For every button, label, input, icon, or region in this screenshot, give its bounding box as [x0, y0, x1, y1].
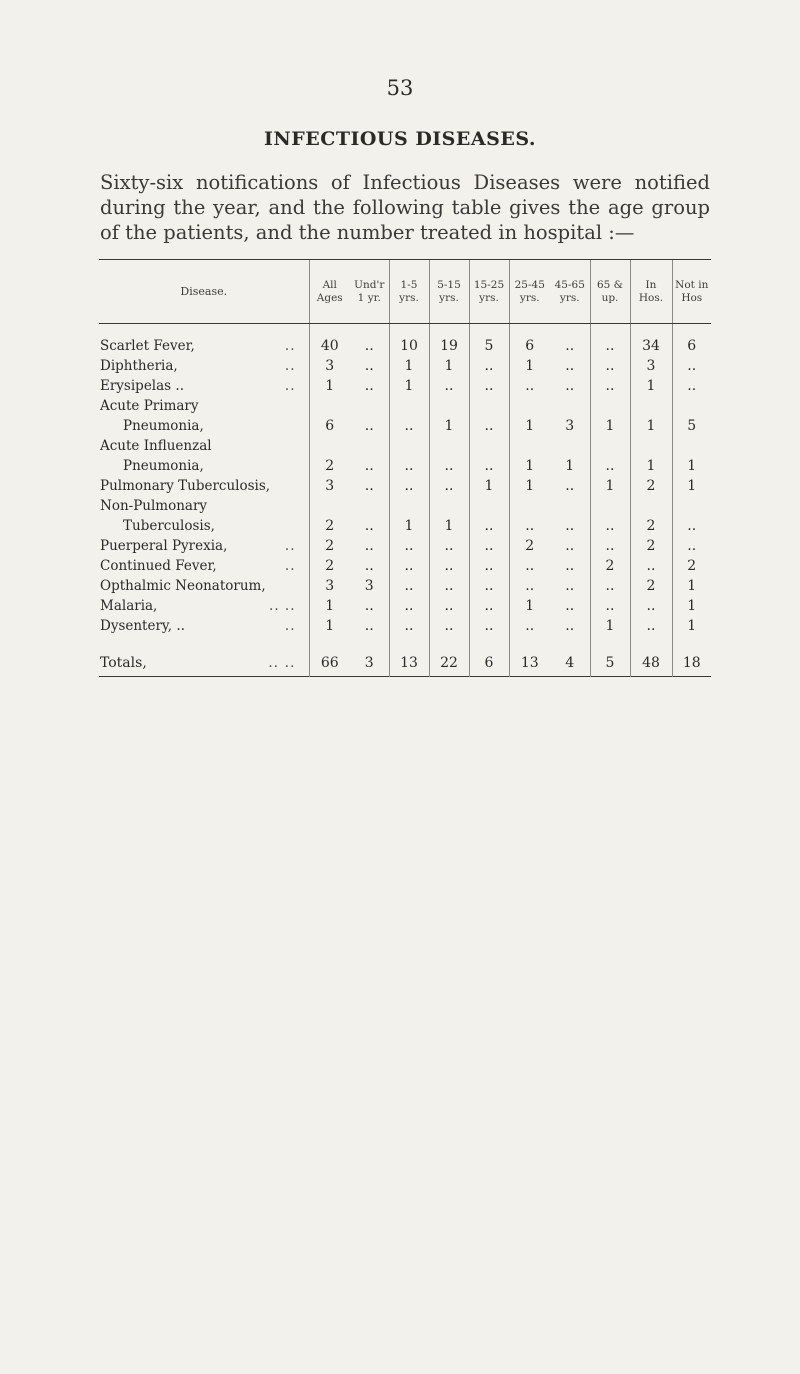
cell-col-7: .. [565, 558, 575, 574]
cell-col-7: .. [565, 538, 575, 554]
cell-col-3: .. [389, 536, 429, 556]
cell-col-3: .. [389, 576, 429, 596]
cell-col-10: 1 [672, 476, 711, 496]
cell-col-7: .. [565, 518, 575, 534]
cell-col-3: .. [389, 596, 429, 616]
disease-label: Erysipelas .. [100, 378, 184, 394]
cell-col-6: 2 [509, 536, 550, 556]
cell-col-7: .. [565, 358, 575, 374]
gap-cell [550, 636, 590, 650]
disease-name [99, 376, 309, 396]
table-row [99, 596, 711, 616]
cell-col-5: .. [469, 616, 509, 636]
cell-col-10: .. [672, 536, 711, 556]
header-col-7: 45-65 yrs. [550, 260, 590, 324]
cell-col-9: .. [630, 616, 672, 636]
cell-col-3: .. [389, 456, 429, 476]
cell-col-7: .. [565, 338, 575, 354]
header-disease: Disease. [99, 260, 309, 324]
cell-col-7: .. [565, 378, 575, 394]
cell-col-1: 2 [309, 516, 350, 536]
cell-col-4: .. [429, 376, 469, 396]
cell-col-10: .. [672, 376, 711, 396]
cell-col-4: 1 [429, 356, 469, 376]
cell-col-8 [590, 436, 630, 456]
cell-col-6: .. [509, 516, 550, 536]
disease-name [99, 324, 309, 357]
cell-col-9: 3 [630, 356, 672, 376]
cell-col-10: 1 [672, 456, 711, 476]
cell-col-1 [309, 436, 350, 456]
leader-dots: .. [284, 558, 296, 574]
page-number: 53 [386, 76, 414, 100]
cell-col-10 [672, 436, 711, 456]
totals-row [99, 650, 711, 677]
disease-label: Continued Fever, [100, 558, 217, 574]
cell-col-6: 1 [509, 596, 550, 616]
cell-col-2 [350, 496, 389, 516]
cell-col-7 [550, 496, 590, 516]
bottom-rule-cell [99, 677, 711, 678]
disease-name [99, 616, 309, 636]
cell-col-1: 3 [309, 576, 350, 596]
cell-col-10: 1 [672, 576, 711, 596]
header-col-5: 15-25 yrs. [469, 260, 509, 324]
header-col-9: In Hos. [630, 260, 672, 324]
cell-col-4: .. [429, 476, 469, 496]
cell-col-4 [429, 436, 469, 456]
cell-col-3: 13 [389, 650, 429, 677]
cell-col-6: 13 [509, 650, 550, 677]
cell-col-6: 1 [509, 356, 550, 376]
disease-name [99, 516, 309, 536]
disease-name [99, 436, 309, 456]
cell-col-5: 1 [469, 476, 509, 496]
table-row [99, 616, 711, 636]
table-row [99, 476, 711, 496]
leader-dots: .. [284, 338, 296, 354]
cell-col-9: 2 [630, 476, 672, 496]
header-col-6: 25-45 yrs. [509, 260, 550, 324]
cell-col-5: .. [469, 596, 509, 616]
cell-col-2: .. [364, 338, 374, 354]
disease-label: Diphtheria, [100, 358, 178, 374]
cell-col-2: .. [364, 618, 374, 634]
cell-col-1 [309, 396, 350, 416]
disease-label: Pulmonary Tuberculosis, [100, 478, 271, 494]
gap-cell [350, 636, 389, 650]
cell-col-2 [350, 436, 389, 456]
disease-name [99, 596, 309, 616]
cell-col-4: .. [429, 536, 469, 556]
leader-dots: .. .. [268, 654, 296, 671]
cell-col-10: 1 [672, 596, 711, 616]
cell-col-4: 1 [429, 516, 469, 536]
cell-col-3 [389, 436, 429, 456]
cell-col-3 [389, 396, 429, 416]
cell-col-7: .. [565, 578, 575, 594]
cell-col-5: .. [469, 556, 509, 576]
cell-col-9 [630, 436, 672, 456]
totals-gap-row [99, 636, 711, 650]
disease-label: Totals, [100, 654, 147, 671]
cell-col-7: .. [565, 598, 575, 614]
cell-col-5: .. [469, 576, 509, 596]
leader-dots: .. .. [269, 598, 296, 614]
header-col-2: Und'r 1 yr. [350, 260, 389, 324]
cell-col-10: 1 [672, 616, 711, 636]
gap-cell [429, 636, 469, 650]
cell-col-1: 3 [309, 356, 350, 376]
cell-col-2: .. [364, 458, 374, 474]
cell-col-1: 66 [309, 650, 350, 677]
cell-col-9: 1 [630, 376, 672, 396]
cell-col-9 [630, 496, 672, 516]
cell-col-2: .. [364, 378, 374, 394]
cell-col-9: 2 [630, 516, 672, 536]
cell-col-5 [469, 496, 509, 516]
cell-col-8: .. [590, 516, 630, 536]
cell-col-10: 18 [672, 650, 711, 677]
disease-label: Pneumonia, [123, 458, 204, 474]
cell-col-7 [550, 396, 590, 416]
cell-col-3: .. [389, 476, 429, 496]
cell-col-3: .. [389, 416, 429, 436]
disease-name [99, 356, 309, 376]
cell-col-7: .. [565, 478, 575, 494]
cell-col-5: .. [469, 456, 509, 476]
table-row [99, 496, 711, 516]
disease-label: Opthalmic Neonatorum, [100, 578, 266, 594]
disease-label: Puerperal Pyrexia, [100, 538, 228, 554]
cell-col-4: .. [429, 596, 469, 616]
cell-col-2: 3 [364, 578, 374, 594]
cell-col-6: 1 [509, 456, 550, 476]
cell-col-10: 5 [672, 416, 711, 436]
cell-col-7: .. [565, 618, 575, 634]
cell-col-2: .. [364, 598, 374, 614]
cell-col-1: 40 [309, 324, 350, 357]
cell-col-2: .. [364, 358, 374, 374]
cell-col-5: 5 [469, 324, 509, 357]
table-row [99, 436, 711, 456]
table-body [99, 324, 711, 678]
cell-col-3: .. [389, 556, 429, 576]
disease-name [99, 556, 309, 576]
cell-col-1: 1 [309, 376, 350, 396]
cell-col-9: .. [630, 596, 672, 616]
disease-label: Scarlet Fever, [100, 338, 195, 354]
gap-cell [590, 636, 630, 650]
cell-col-1: 2 [309, 536, 350, 556]
cell-col-2: .. [364, 558, 374, 574]
cell-col-1: 3 [309, 476, 350, 496]
cell-col-1: 6 [309, 416, 350, 436]
cell-col-1: 1 [309, 596, 350, 616]
cell-col-7: 1 [565, 458, 575, 474]
cell-col-6: .. [509, 556, 550, 576]
cell-col-1: 2 [309, 556, 350, 576]
cell-col-6: .. [509, 376, 550, 396]
cell-col-2: .. [364, 538, 374, 554]
cell-col-6: 1 [509, 416, 550, 436]
cell-col-9: 2 [630, 576, 672, 596]
cell-col-8 [590, 496, 630, 516]
cell-col-4: 22 [429, 650, 469, 677]
cell-col-2 [350, 396, 389, 416]
disease-name [99, 396, 309, 416]
cell-col-8 [590, 396, 630, 416]
disease-name [99, 496, 309, 516]
gap-cell [630, 636, 672, 650]
disease-label: Non-Pulmonary [100, 498, 208, 514]
cell-col-8: .. [590, 596, 630, 616]
cell-col-8: .. [590, 456, 630, 476]
table-header-row [99, 260, 711, 324]
cell-col-4: .. [429, 616, 469, 636]
cell-col-2: 3 [364, 654, 374, 671]
cell-col-8: .. [590, 536, 630, 556]
cell-col-1 [309, 496, 350, 516]
disease-name [99, 476, 309, 496]
table-row [99, 536, 711, 556]
gap-cell [389, 636, 429, 650]
cell-col-3 [389, 496, 429, 516]
cell-col-8: 1 [590, 616, 630, 636]
disease-label: Acute Influenzal [100, 438, 212, 454]
cell-col-5: .. [469, 356, 509, 376]
cell-col-8: 1 [590, 476, 630, 496]
gap-cell [672, 636, 711, 650]
header-col-1: All Ages [309, 260, 350, 324]
cell-col-3: .. [389, 616, 429, 636]
cell-col-9: .. [630, 556, 672, 576]
header-col-3: 1-5 yrs. [389, 260, 429, 324]
infectious-diseases-table-container [99, 259, 711, 677]
cell-col-5 [469, 396, 509, 416]
cell-col-5: .. [469, 516, 509, 536]
table-row [99, 516, 711, 536]
cell-col-4: .. [429, 456, 469, 476]
cell-col-9: 48 [630, 650, 672, 677]
gap-cell [469, 636, 509, 650]
cell-col-7 [550, 436, 590, 456]
cell-col-4: 1 [429, 416, 469, 436]
cell-col-1: 1 [309, 616, 350, 636]
cell-col-4: .. [429, 576, 469, 596]
leader-dots: .. [284, 378, 296, 394]
leader-dots: .. [284, 358, 296, 374]
table-row [99, 576, 711, 596]
cell-col-4: 19 [429, 324, 469, 357]
cell-col-5: .. [469, 376, 509, 396]
cell-col-10: .. [672, 356, 711, 376]
cell-col-8: 2 [590, 556, 630, 576]
cell-col-8: .. [590, 376, 630, 396]
section-heading: INFECTIOUS DISEASES. [263, 128, 536, 150]
cell-col-6 [509, 436, 550, 456]
cell-col-3: 1 [389, 516, 429, 536]
cell-col-10 [672, 396, 711, 416]
disease-name [99, 650, 309, 677]
cell-col-8: .. [590, 356, 630, 376]
disease-label: Tuberculosis, [123, 518, 215, 534]
disease-label: Dysentery, .. [100, 618, 185, 634]
cell-col-5 [469, 436, 509, 456]
disease-name [99, 536, 309, 556]
disease-label: Pneumonia, [123, 418, 204, 434]
gap-cell [99, 636, 309, 650]
cell-col-2: .. [364, 478, 374, 494]
cell-col-4: .. [429, 556, 469, 576]
cell-col-10 [672, 496, 711, 516]
cell-col-6: 6 [509, 324, 550, 357]
disease-name [99, 456, 309, 476]
table-row [99, 376, 711, 396]
cell-col-2: .. [364, 418, 374, 434]
gap-cell [309, 636, 350, 650]
cell-col-5: 6 [469, 650, 509, 677]
disease-name [99, 416, 309, 436]
table-row [99, 456, 711, 476]
cell-col-8: .. [590, 576, 630, 596]
cell-col-9: 34 [630, 324, 672, 357]
cell-col-9: 1 [630, 456, 672, 476]
table-bottom-rule [99, 677, 711, 678]
cell-col-10: 2 [672, 556, 711, 576]
leader-dots: .. [284, 538, 296, 554]
cell-col-3: 10 [389, 324, 429, 357]
gap-cell [509, 636, 550, 650]
header-col-8: 65 & up. [590, 260, 630, 324]
cell-col-9: 2 [630, 536, 672, 556]
table-row [99, 556, 711, 576]
cell-col-6 [509, 496, 550, 516]
cell-col-6 [509, 396, 550, 416]
cell-col-6: 1 [509, 476, 550, 496]
disease-label: Malaria, [100, 598, 158, 614]
cell-col-9 [630, 396, 672, 416]
cell-col-10: 6 [672, 324, 711, 357]
header-col-4: 5-15 yrs. [429, 260, 469, 324]
cell-col-7: 3 [565, 418, 575, 434]
cell-col-3: 1 [389, 356, 429, 376]
table-row [99, 324, 711, 357]
table-row [99, 356, 711, 376]
cell-col-7: 4 [565, 654, 575, 671]
leader-dots: .. [284, 618, 296, 634]
cell-col-5: .. [469, 416, 509, 436]
cell-col-4 [429, 396, 469, 416]
cell-col-4 [429, 496, 469, 516]
disease-name [99, 576, 309, 596]
disease-label: Acute Primary [100, 398, 199, 414]
cell-col-1: 2 [309, 456, 350, 476]
cell-col-8: .. [590, 324, 630, 357]
cell-col-8: 1 [590, 416, 630, 436]
cell-col-10: .. [672, 516, 711, 536]
cell-col-8: 5 [590, 650, 630, 677]
intro-paragraph: Sixty-six notifications of Infectious Diseases were notified during the year, and the following table gives the age group of the patients, and the number treated in hospital :— [100, 171, 710, 244]
cell-col-3: 1 [389, 376, 429, 396]
cell-col-2: .. [364, 518, 374, 534]
cell-col-6: .. [509, 576, 550, 596]
cell-col-6: .. [509, 616, 550, 636]
infectious-diseases-table [99, 259, 711, 677]
cell-col-9: 1 [630, 416, 672, 436]
cell-col-5: .. [469, 536, 509, 556]
table-row [99, 416, 711, 436]
table-row [99, 396, 711, 416]
header-col-10: Not in Hos [672, 260, 711, 324]
